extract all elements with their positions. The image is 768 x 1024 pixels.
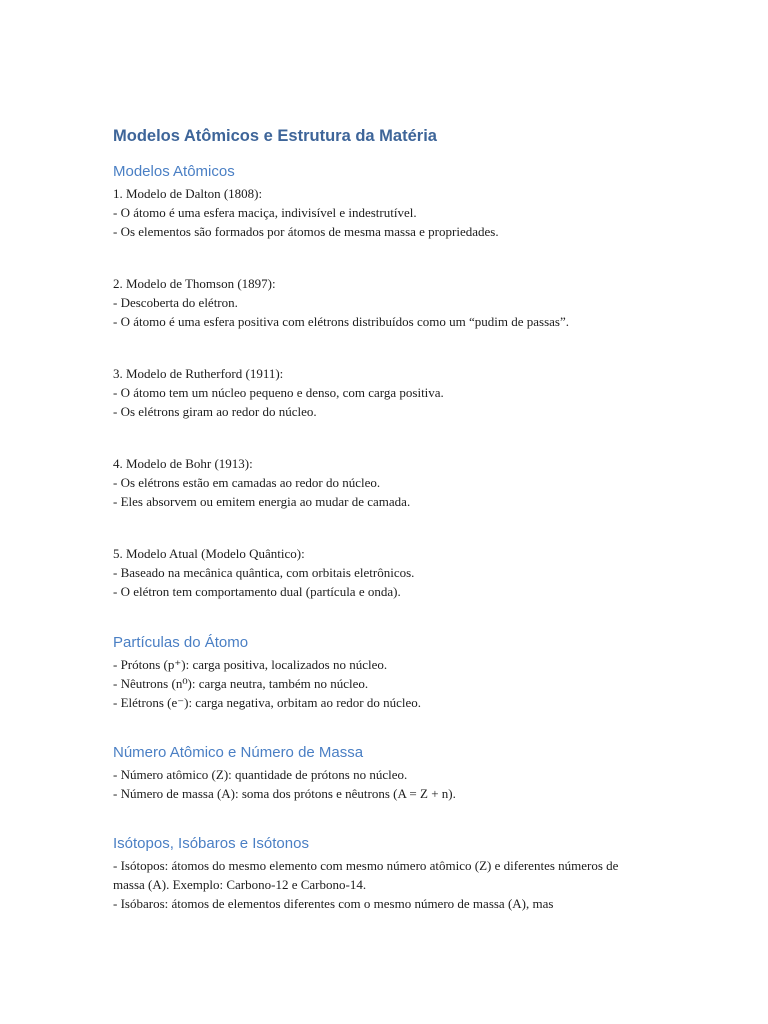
particle-proton: - Prótons (p⁺): carga positiva, localizados no núcleo. xyxy=(113,657,388,672)
particle-list xyxy=(113,655,653,712)
model-title: 5. Modelo Atual (Modelo Quântico): xyxy=(113,546,305,561)
model-title: 4. Modelo de Bohr (1913): xyxy=(113,456,253,471)
section-heading: Partículas do Átomo xyxy=(113,634,249,651)
model-point: - O átomo tem um núcleo pequeno e denso, com carga positiva. xyxy=(113,385,444,400)
model-point: - Descoberta do elétron. xyxy=(113,295,238,310)
section-numero-atomico xyxy=(113,742,653,803)
model-point: - O átomo é uma esfera positiva com elétrons distribuídos como um “pudim de passas”. xyxy=(113,314,569,329)
model-point: - Os elementos são formados por átomos de mesma massa e propriedades. xyxy=(113,224,499,239)
isotope-list xyxy=(113,856,653,913)
model-point: - O elétron tem comportamento dual (partícula e onda). xyxy=(113,584,401,599)
model-rutherford xyxy=(113,364,653,421)
section-heading: Isótopos, Isóbaros e Isótonos xyxy=(113,835,309,852)
model-point: - Os elétrons estão em camadas ao redor do núcleo. xyxy=(113,475,381,490)
particle-electron: - Elétrons (e⁻): carga negativa, orbitam ao redor do núcleo. xyxy=(113,695,422,710)
isotopes-line: - Isótopos: átomos do mesmo elemento com mesmo número atômico (Z) e diferentes números de massa (A). Exemplo: Carbono-12 e Carbono-14. xyxy=(113,858,619,892)
model-point: - Os elétrons giram ao redor do núcleo. xyxy=(113,404,317,419)
atomic-number-line: - Número atômico (Z): quantidade de prótons no núcleo. xyxy=(113,767,408,782)
model-list xyxy=(113,184,653,601)
particle-neutron: - Nêutrons (n⁰): carga neutra, também no núcleo. xyxy=(113,676,369,691)
model-title: 3. Modelo de Rutherford (1911): xyxy=(113,366,284,381)
number-list xyxy=(113,765,653,803)
model-dalton xyxy=(113,184,653,241)
mass-number-line: - Número de massa (A): soma dos prótons e nêutrons (A = Z + n). xyxy=(113,786,456,801)
model-point: - Baseado na mecânica quântica, com orbitais eletrônicos. xyxy=(113,565,415,580)
model-title: 2. Modelo de Thomson (1897): xyxy=(113,276,276,291)
model-atual xyxy=(113,544,653,601)
section-modelos-atomicos xyxy=(113,161,653,601)
model-bohr xyxy=(113,454,653,511)
section-particulas xyxy=(113,632,653,712)
section-heading: Modelos Atômicos xyxy=(113,163,235,180)
model-point: - O átomo é uma esfera maciça, indivisível e indestrutível. xyxy=(113,205,417,220)
isobars-line: - Isóbaros: átomos de elementos diferentes com o mesmo número de massa (A), mas xyxy=(113,896,554,911)
document-title: Modelos Atômicos e Estrutura da Matéria xyxy=(113,127,437,145)
section-heading: Número Atômico e Número de Massa xyxy=(113,744,364,761)
model-thomson xyxy=(113,274,653,331)
model-title: 1. Modelo de Dalton (1808): xyxy=(113,186,263,201)
document-body xyxy=(113,125,653,913)
section-isotopos xyxy=(113,833,653,913)
model-point: - Eles absorvem ou emitem energia ao mudar de camada. xyxy=(113,494,411,509)
